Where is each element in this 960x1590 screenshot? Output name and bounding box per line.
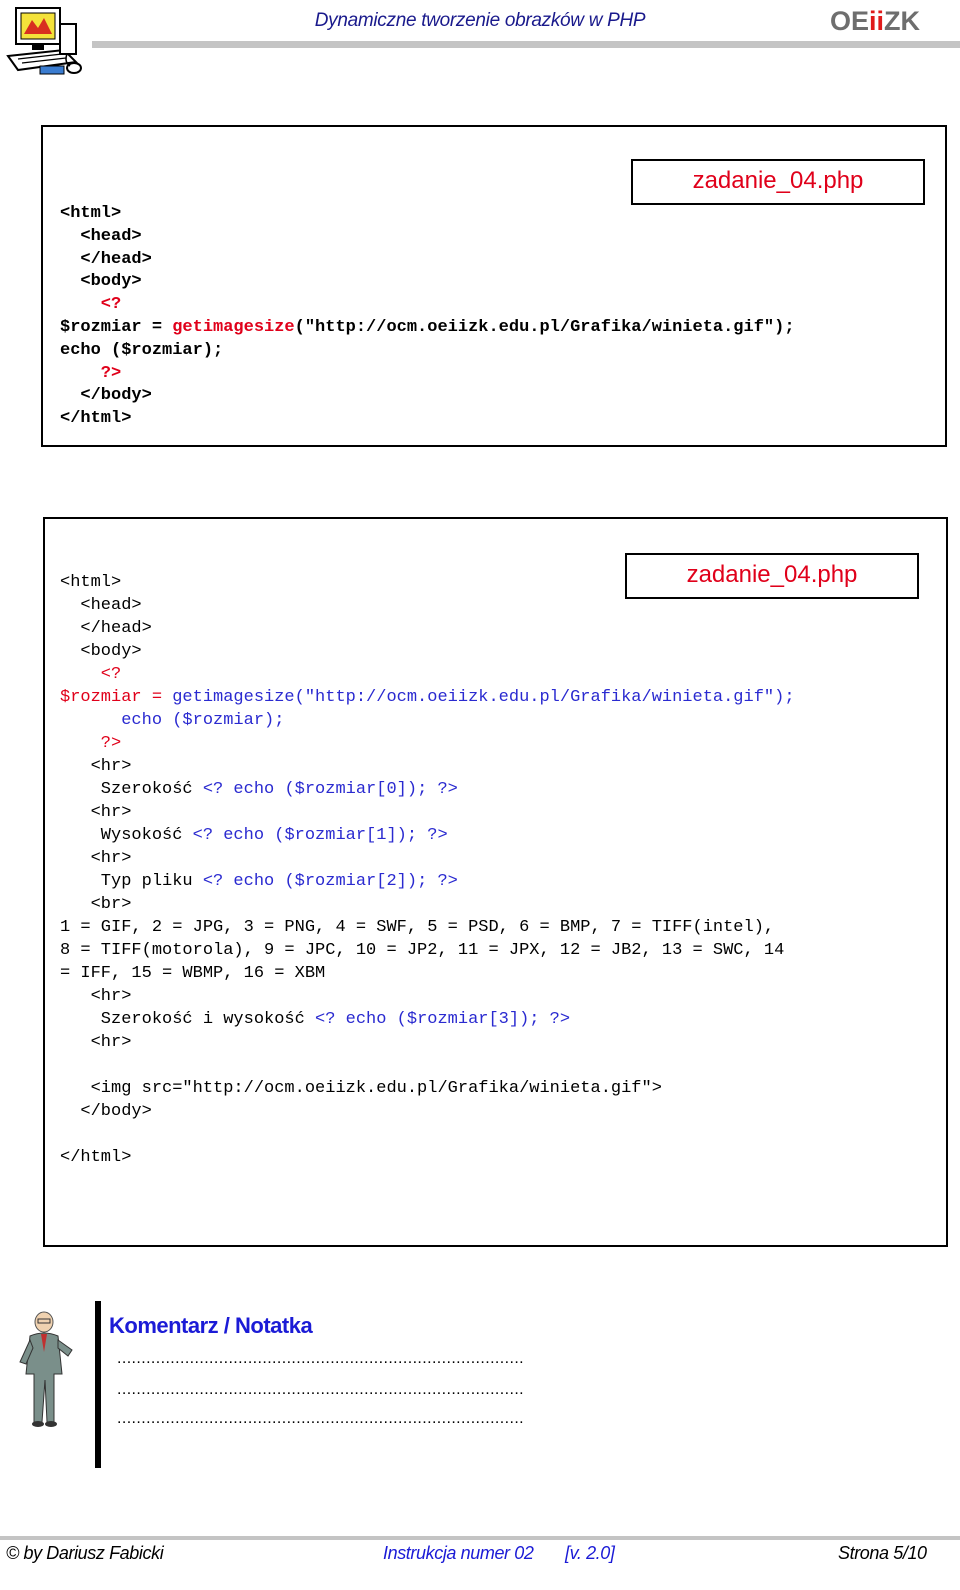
filename-label: zadanie_04.php — [625, 553, 919, 599]
note-line: .................................................................................... — [117, 1381, 525, 1398]
oeiizk-logo: OEiiZK — [830, 6, 921, 36]
note-line: .................................................................................... — [117, 1410, 525, 1427]
filename-label: zadanie_04.php — [631, 159, 925, 205]
document-title: Dynamiczne tworzenie obrazków w PHP — [314, 10, 646, 31]
header-divider — [92, 41, 960, 48]
comment-vertical-bar — [95, 1301, 101, 1468]
footer-instruction-number: Instrukcja numer 02 — [383, 1543, 534, 1563]
footer-divider — [0, 1536, 960, 1540]
footer-author: © by Dariusz Fabicki — [6, 1543, 164, 1563]
footer-page-number: Strona 5/10 — [838, 1543, 927, 1563]
teacher-figure-icon — [14, 1310, 78, 1428]
php-code-listing-extended: <html> <head> </head> <body> <? $rozmiar = getimagesize("http://ocm.oeiizk.edu.pl/Grafika/winieta.gif"); echo ($rozmiar); ?> <hr> Szerokość <? echo ($rozmiar[0]); ?> <hr> Wysokość <? echo ($rozmiar[1]); ?> <hr> Typ pliku <? echo ($rozmiar[2]); ?> <br> 1 = GIF, 2 = JPG, 3 = PNG, 4 = SWF, 5 = PSD, 6 = BMP, 7 = TIFF(intel), 8 = TIFF(motorola), 9 = JPC, 10 = JP2, 11 = JPX, 12 = JB2, 13 = SWC, 14 = IFF, 15 = WBMP, 16 = XBM <hr> Szerokość i wysokość <? echo ($rozmiar[3]); ?> <hr> <img src="http://ocm.oeiizk.edu.pl/Grafika/winieta.gif"> </body> </html> — [60, 573, 795, 1167]
note-line: .................................................................................... — [117, 1350, 525, 1367]
php-code-listing: <html> <head> </head> <body> <? $rozmiar = getimagesize("http://ocm.oeiizk.edu.pl/Grafika/winieta.gif"); echo ($rozmiar); ?> </body> </html> — [60, 204, 795, 429]
comment-title: Komentarz / Notatka — [109, 1313, 313, 1338]
footer-version: [v. 2.0] — [565, 1543, 615, 1563]
